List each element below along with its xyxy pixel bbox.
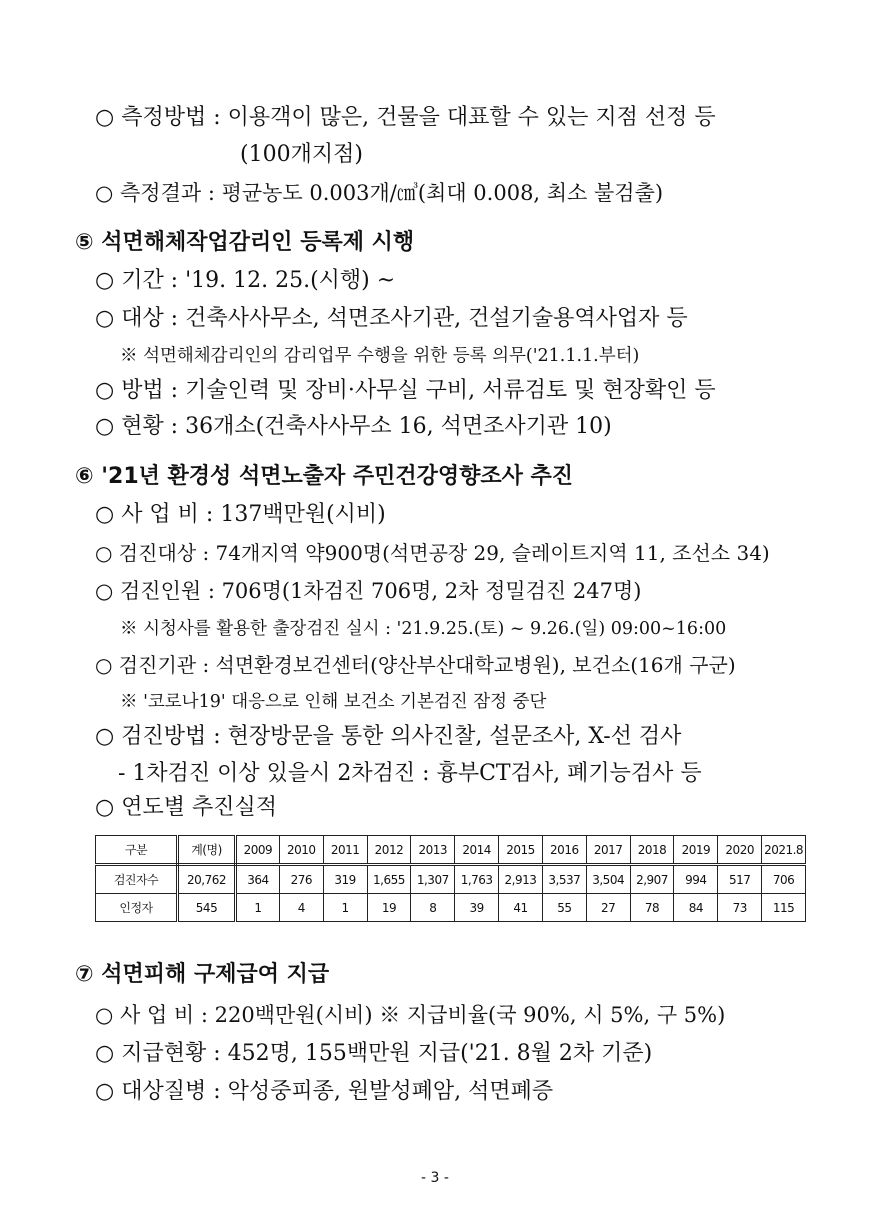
table-cell: 1,763 — [455, 865, 499, 894]
table-row — [96, 894, 806, 922]
section-6-note-1: ※ 시청사를 활용한 출장검진 실시 : '21.9.25.(토) ~ 9.26.(일) 09:00~16:00 — [120, 619, 727, 639]
table-cell: 994 — [674, 865, 718, 894]
section-7-title: ⑦ 석면피해 구제급여 지급 — [75, 962, 330, 987]
table-cell: 3,537 — [542, 865, 586, 894]
section-6-institution: ○ 검진기관 : 석면환경보건센터(양산부산대학교병원), 보건소(16개 구군) — [95, 653, 736, 677]
table-cell: 276 — [279, 865, 323, 894]
section-6-count: ○ 검진인원 : 706명(1차검진 706명, 2차 정밀검진 247명) — [95, 579, 642, 603]
section-7-budget: ○ 사 업 비 : 220백만원(시비) ※ 지급비율(국 90%, 시 5%, 구 5%) — [95, 1003, 726, 1027]
section-6-note-2: ※ '코로나19' 대응으로 인해 보건소 기본검진 잠정 중단 — [120, 692, 547, 712]
measure-method-cont: (100개지점) — [240, 142, 363, 167]
table-cell: 2015 — [499, 836, 543, 865]
table-cell: 2020 — [718, 836, 762, 865]
section-5-target: ○ 대상 : 건축사사무소, 석면조사기관, 건설기술용역사업자 등 — [95, 306, 688, 331]
table-cell: 706 — [762, 865, 806, 894]
table-cell: 364 — [236, 865, 280, 894]
yearly-results-table — [95, 835, 806, 922]
table-cell: 41 — [499, 894, 543, 922]
section-6-title: ⑥ '21년 환경성 석면노출자 주민건강영향조사 추진 — [75, 464, 574, 489]
table-cell: 19 — [367, 894, 411, 922]
section-5-period: ○ 기간 : '19. 12. 25.(시행) ~ — [95, 268, 396, 293]
table-cell: 2019 — [674, 836, 718, 865]
page-number: - 3 - — [421, 1170, 449, 1186]
table-cell: 2011 — [323, 836, 367, 865]
table-cell: 2012 — [367, 836, 411, 865]
section-5-title: ⑤ 석면해체작업감리인 등록제 시행 — [75, 230, 415, 255]
table-cell: 2013 — [411, 836, 455, 865]
table-cell: 27 — [586, 894, 630, 922]
table-cell: 1,655 — [367, 865, 411, 894]
table-cell: 8 — [411, 894, 455, 922]
section-6-budget: ○ 사 업 비 : 137백만원(시비) — [95, 502, 386, 527]
section-5-note: ※ 석면해체감리인의 감리업무 수행을 위한 등록 의무('21.1.1.부터) — [120, 346, 640, 366]
measure-method: ○ 측정방법 : 이용객이 많은, 건물을 대표할 수 있는 지점 선정 등 — [95, 105, 716, 130]
table-cell: 55 — [542, 894, 586, 922]
section-5-status: ○ 현황 : 36개소(건축사사무소 16, 석면조사기관 10) — [95, 414, 612, 439]
table-cell: 2,907 — [630, 865, 674, 894]
table-cell: 계(명) — [178, 836, 236, 865]
section-6-method: ○ 검진방법 : 현장방문을 통한 의사진찰, 설문조사, X-선 검사 — [95, 724, 682, 749]
table-cell: 2017 — [586, 836, 630, 865]
table-cell: 39 — [455, 894, 499, 922]
section-5-method: ○ 방법 : 기술인력 및 장비·사무실 구비, 서류검토 및 현장확인 등 — [95, 378, 716, 403]
table-cell: 115 — [762, 894, 806, 922]
section-6-second-exam: - 1차검진 이상 있을시 2차검진 : 흉부CT검사, 폐기능검사 등 — [118, 761, 702, 786]
table-cell: 1 — [236, 894, 280, 922]
table-cell: 구분 — [96, 836, 178, 865]
table-cell: 78 — [630, 894, 674, 922]
table-cell: 84 — [674, 894, 718, 922]
table-cell: 2009 — [236, 836, 280, 865]
table-cell: 2018 — [630, 836, 674, 865]
table-cell: 2,913 — [499, 865, 543, 894]
table-cell: 517 — [718, 865, 762, 894]
table-cell: 검진자수 — [96, 865, 178, 894]
section-6-yearly: ○ 연도별 추진실적 — [95, 795, 277, 820]
table-cell: 1,307 — [411, 865, 455, 894]
table-cell: 2014 — [455, 836, 499, 865]
table-cell: 20,762 — [178, 865, 236, 894]
table-row — [96, 865, 806, 894]
table-cell: 2010 — [279, 836, 323, 865]
section-7-status: ○ 지급현황 : 452명, 155백만원 지급('21. 8월 2차 기준) — [95, 1041, 653, 1066]
table-cell: 2016 — [542, 836, 586, 865]
measure-result: ○ 측정결과 : 평균농도 0.003개/㎤(최대 0.008, 최소 불검출) — [95, 181, 664, 205]
table-cell: 인정자 — [96, 894, 178, 922]
section-7-disease: ○ 대상질병 : 악성중피종, 원발성폐암, 석면폐증 — [95, 1079, 554, 1104]
table-header-row — [96, 836, 806, 865]
table-cell: 73 — [718, 894, 762, 922]
table-cell: 1 — [323, 894, 367, 922]
table-cell: 4 — [279, 894, 323, 922]
table-cell: 319 — [323, 865, 367, 894]
table-cell: 3,504 — [586, 865, 630, 894]
table-cell: 545 — [178, 894, 236, 922]
section-6-target: ○ 검진대상 : 74개지역 약900명(석면공장 29, 슬레이트지역 11, 조선소 34) — [95, 541, 770, 565]
table-cell: 2021.8 — [762, 836, 806, 865]
